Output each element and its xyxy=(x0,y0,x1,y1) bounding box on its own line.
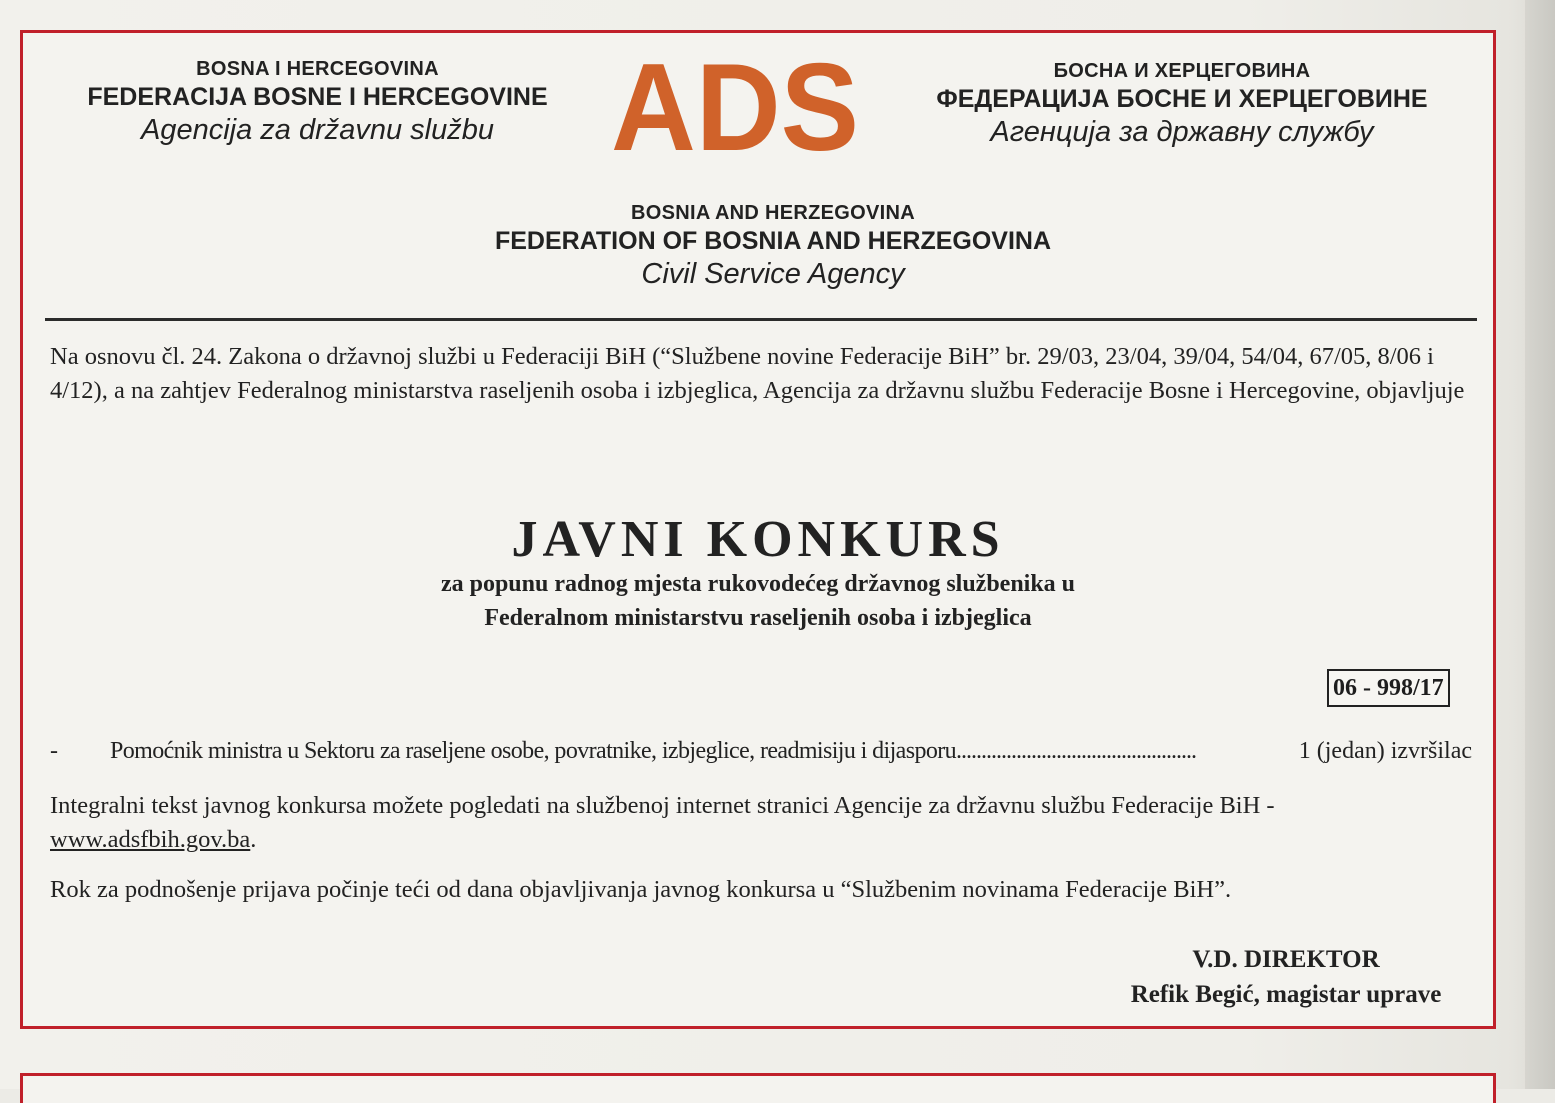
header-center-agency: Civil Service Agency xyxy=(641,258,905,290)
subtitle-line-2: Federalnom ministarstvu raseljenih osoba i izbjeglica xyxy=(484,605,1032,631)
notice-subtitle xyxy=(0,567,1516,635)
fulltext-text: Integralni tekst javnog konkursa možete pogledati na službenoj internet stranici Agencije za državnu službu Federacije BiH - xyxy=(50,792,1275,819)
subtitle-line-1: za popunu radnog mjesta rukovodećeg državnog službenika u xyxy=(440,571,1076,597)
header-center xyxy=(383,202,1163,291)
ads-logo xyxy=(608,50,863,160)
position-quantity: 1 (jedan) izvršilac xyxy=(1298,738,1472,764)
next-notice-border xyxy=(20,1073,1496,1103)
website-link[interactable]: www.adsfbih.gov.ba xyxy=(50,826,251,853)
header-center-federation: FEDERATION OF BOSNIA AND HERZEGOVINA xyxy=(494,227,1052,255)
dot-leader: ................................................ xyxy=(956,738,1197,764)
header-center-country: BOSNIA AND HERZEGOVINA xyxy=(630,202,916,224)
reference-number: 06 - 998/17 xyxy=(1327,669,1450,707)
header-left-agency: Agencija za državnu službu xyxy=(140,114,495,146)
header-right-country: БОСНА И ХЕРЦЕГОВИНА xyxy=(1053,60,1311,82)
list-bullet: - xyxy=(50,738,58,764)
notice-title: JAVNI KONKURS xyxy=(511,511,1005,568)
deadline-paragraph: Rok za podnošenje prijava počinje teći od dana objavljivanja javnog konkursa u “Službenim novinama Federacije BiH”. xyxy=(50,876,1232,903)
signature-role: V.D. DIREKTOR xyxy=(1192,946,1380,973)
header-left xyxy=(45,58,590,147)
fulltext-end: . xyxy=(250,826,257,853)
signature-block xyxy=(1016,942,1555,1012)
ads-logo-text: ADS xyxy=(611,50,859,160)
fulltext-paragraph xyxy=(50,789,1475,857)
header-left-country: BOSNA I HERCEGOVINA xyxy=(196,58,439,80)
header-left-federation: FEDERACIJA BOSNE I HERCEGOVINE xyxy=(87,83,548,111)
position-title: Pomoćnik ministra u Sektoru za raseljene osobe, povratnike, izbjeglice, readmisiju i dijasporu xyxy=(110,738,957,764)
header-divider xyxy=(45,318,1477,321)
header-right-agency: Агенција за државну службу xyxy=(990,116,1374,148)
header-right xyxy=(892,60,1472,149)
header-right-federation: ФЕДЕРАЦИЈА БОСНЕ И ХЕРЦЕГОВИНЕ xyxy=(936,85,1428,113)
adjacent-page-edge xyxy=(1525,0,1555,1089)
position-list-item xyxy=(50,734,1472,768)
signature-name: Refik Begić, magistar uprave xyxy=(1130,981,1442,1008)
intro-paragraph: Na osnovu čl. 24. Zakona o državnoj službi u Federaciji BiH (“Službene novine Federacije BiH” br. 29/03, 23/04, 39/04, 54/04, 67/05, 8/06 i 4/12), a na zahtjev Federalnog ministarstva raseljenih osoba i izbjeglica, Agencija za državnu službu Federacije Bosne i Hercegovine, objavljuje xyxy=(50,343,1465,404)
